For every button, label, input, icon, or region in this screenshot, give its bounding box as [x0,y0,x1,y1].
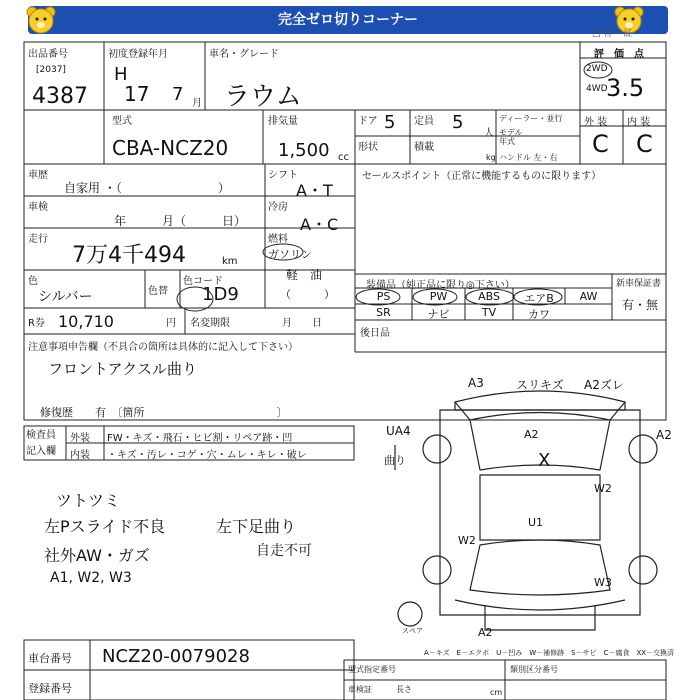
lot-number-label: 出品番号 [28,49,68,60]
month-unit: 月 [192,98,202,109]
fuel-diesel: 軽 油 [286,268,323,282]
dealer-label: ディーラー・並行 [499,114,563,123]
notes-value: フロントアクスル曲り [48,360,197,378]
page-title: 完全ゼロ切りコーナー [278,12,418,28]
color-swap-label: 色替 [148,286,168,297]
first-registration-label: 初度登録年月 [108,49,168,60]
equipment-label: 装備品（純正品に限り◎下さい） [366,280,515,291]
shift-label: シフト [268,170,298,181]
rear-items-label: 後日品 [360,328,390,339]
shape-label: 形状 [358,142,378,153]
equipment-pw: PW [429,290,448,303]
damage-label-ua4: UA4 [386,424,411,438]
damage-label-x: X [538,450,551,471]
registration-label: 登録番号 [28,682,72,695]
equipment-navi: ナビ [427,308,450,321]
warranty-value: 有・無 [622,298,659,312]
model-label: 型式 [112,116,132,127]
sales-point-label: セールスポイント（正常に機能するものに限ります） [362,171,602,182]
load-label: 積載 [414,142,434,153]
exterior-grade-label: 外 装 [584,117,608,128]
tax-unit: 円 [166,318,176,329]
color-label: 色 [28,276,38,287]
type-designation-label: 型式指定番号 [348,665,396,674]
damage-label-a2-hood: A2 [524,428,539,441]
damage-label-scratch: スリキズ [516,378,564,392]
capacity-label: 定員 [414,116,434,127]
usage-label: 車歴 [28,170,48,181]
fuel-other: （ ） [280,288,335,301]
damage-label-w2-right: W2 [594,482,612,495]
score-value: 3.5 [606,74,645,102]
load-unit: kg [486,153,496,162]
lot-number: 4387 [32,84,88,109]
chassis-value: NCZ20-0079028 [102,646,250,667]
shift-value: A・T [296,181,333,200]
doors-value: 5 [384,112,396,133]
damage-label-a2-right: A2 [656,428,672,442]
damage-label-a2-shift: A2ズレ [584,378,624,392]
mileage-unit: km [222,256,238,267]
equipment-airbag: エアB [524,292,554,305]
equipment-abs: ABS [478,290,500,303]
tax-label: R券 [28,318,45,329]
handle-label: ハンドル 左・右 [499,153,558,162]
cm-unit: cm [490,688,503,697]
fuel-label: 燃料 [268,234,288,245]
lot-number-small: [2037] [36,65,66,75]
model-value: CBA-NCZ20 [112,136,229,160]
inspector-label: 検査員 記入欄 [26,430,56,457]
fuel-gasoline: ガソリン [268,248,312,261]
damage-label-w2-left: W2 [458,534,476,547]
score-label: 評 価 点 [594,49,644,60]
class-number-label: 類別区分番号 [510,665,558,674]
handwritten-note-3: 社外AW・ガズ [44,546,150,565]
capacity-value: 5 [452,112,464,133]
ac-label: 冷房 [268,202,288,213]
doors-label: ドア [358,116,378,127]
notes-label: 注意事項申告欄（不具合の箇所は具体的に記入して下さい） [28,342,298,353]
car-name-label: 車名・グレード [209,49,279,60]
handwritten-note-6: 自走不可 [256,543,312,559]
interior-grade-label: 内 装 [627,117,651,128]
damage-label-bent: 曲り [384,454,406,467]
color-code-value: 1D9 [202,284,239,305]
first-registration-era: H [114,64,128,85]
equipment-sr: SR [376,306,391,319]
displacement-unit: cc [338,152,349,163]
exterior-grade: C [592,130,609,158]
mileage-value: 7万4千494 [72,243,186,268]
name-change-label: 名変期限 [190,318,230,329]
equipment-ps: PS [376,290,391,303]
exterior-check-label: 外装 [70,433,90,444]
warranty-label: 新車保証書 [616,279,662,289]
repair-history-label: 修復歴 有 〔箇所 〕 [40,406,288,419]
damage-label-w3: W3 [594,576,612,589]
exterior-check: FW・キズ・飛石・ヒビ割・リペア跡・凹 [107,433,293,444]
chassis-label: 車台番号 [28,652,72,665]
inspection-value: 年 月（ 日） [114,214,247,228]
length-label: 長さ [396,685,412,694]
model-year-label: モデル 年式 [499,128,523,146]
first-registration-month: 7 [172,84,184,105]
usage-value: 自家用 ・（ ） [64,181,230,195]
inspection-label: 車検 [28,202,48,213]
drive-2wd: 2WD [586,64,608,74]
handwritten-note-5: 左下足曲り [216,517,297,536]
damage-label-a2-rear: A2 [478,626,493,639]
ac-value: A・C [300,215,339,234]
damage-label-u1: U1 [528,516,544,529]
color-value: シルバー [38,289,93,305]
equipment-leather: カワ [528,308,550,321]
damage-legend: A－キズ E－エクボ U－凹み W－補修跡 S－サビ C－腐食 XX－交換済 [424,649,675,657]
handwritten-note-1: ツトツミ [56,491,121,510]
interior-check: ・キズ・汚レ・コゲ・穴・ムレ・キレ・破レ [107,450,307,461]
displacement-value: 1,500 [278,140,330,161]
damage-label-a3: A3 [468,376,484,390]
mileage-label: 走行 [28,234,48,245]
interior-check-label: 内装 [70,450,90,461]
displacement-label: 排気量 [268,116,298,127]
equipment-aw: AW [579,290,598,303]
handwritten-note-2: 左Pスライド不良 [44,517,166,536]
handwritten-note-4: A1, W2, W3 [50,570,132,586]
tax-value: 10,710 [58,312,114,331]
color-code-label: 色コード [183,276,223,287]
car-name: ラウム [224,82,302,112]
spare-label: スペア [402,627,423,635]
name-change-value: 月 日 [282,318,322,329]
capacity-unit: 人 [484,128,494,139]
drive-4wd: 4WD [586,84,608,94]
equipment-tv: TV [481,306,497,319]
corner-marks: □ 昔 ─ 証 [592,29,633,39]
certificate-label: 車検証 [348,685,372,694]
first-registration-year: 17 [124,82,150,106]
interior-grade: C [636,130,653,158]
